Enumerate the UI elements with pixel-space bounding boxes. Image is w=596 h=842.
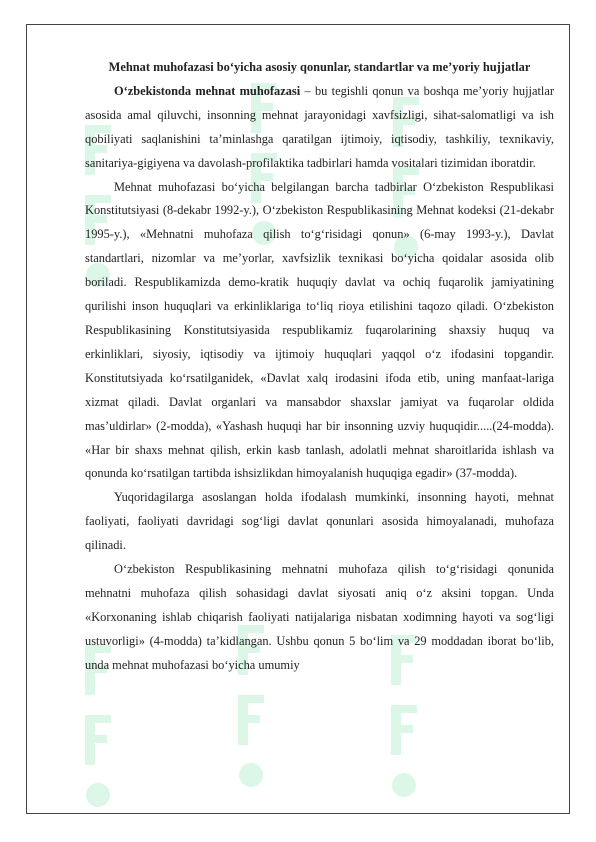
paragraph-1-text: – bu tegishli qonun va boshqa me’yoriy hujjatlar asosida amal qiluvchi, insonning mehnat jarayonidagi xavfsizligi, sihat-salomatligi va ish qobiliyati saqlanishini ta’minlashga qaratilgan ijtimoiy, iqtisodiy, tashkiliy, texnikaviy, sanitariya-gigiyena va davolash-profilaktika tadbirlari hamda vositalari tizimidan iboratdir. (85, 83, 555, 170)
paragraph-2: Mehnat muhofazasi bo‘yicha belgilangan barcha tadbirlar O‘zbekiston Respublikasi Konstitutsiyasi (8-dekabr 1992-y.), O‘zbekiston Respublikasining Mehnat kodeksi (21-dekabr 1995-y.), «Mehnatni muhofaza qilish to‘g‘risidagi qonun» (6-may 1993-y.), Davlat standartlari, nizomlar va me’yorlar, xavfsizlik texnikasi bo‘yicha qoidalar asosida olib boriladi. Respublikamizda demo-kratik huquqiy davlat va ochiq fuqarolik jamiyatining qurilishi inson huquqlari va erkinliklariga to‘liq rioya etilishini taqozo qiladi. O‘zbekiston Respublikasining Konstitutsiyasida respublikamiz fuqarolarining shaxsiy huquq va erkinliklari, siyosiy, iqtisodiy va ijtimoiy huquqlari yaqqol o‘z ifodasini topgandir. Konstitutsiyada ko‘rsatilganidek, «Davlat xalq irodasini ifoda etib, uning manfaat-lariga xizmat qiladi. Davlat organlari va mansabdor shaxslar jamiyat va fuqarolar oldida mas’uldirlar» (2-modda), «Yashash huquqi har bir insonning uzviy huquqidir.....(24-modda). «Har bir shaxs mehnat qilish, erkin kasb tanlash, adolatli mehnat sharoitlarida ishlash va qonunda ko‘rsatilgan tartibda ishsizlikdan himoyalanish huquqiga egadir» (37-modda). (85, 179, 554, 481)
paragraph-1-lead: O‘zbekistonda mehnat muhofazasi (114, 83, 301, 98)
paragraph-3: Yuqoridagilarga asoslangan holda ifodalash mumkinki, insonning hayoti, mehnat faoliyati, faoliyati davridagi sog‘ligi davlat qonunlari asosida himoyalanadi, muhofaza qilinadi. (85, 490, 554, 553)
paragraph-4: O‘zbekiston Respublikasining mehnatni muhofaza qilish to‘g‘risidagi qonunida mehnatni muhofaza qilish sohasidagi davlat siyosati aniq o‘z aksini topgan. Unda «Korxonaning ishlab chiqarish faoliyati natijalariga nisbatan xodimning hayoti va sog‘ligi ustuvorligi» (4-modda) ta’kidlangan. Ushbu qonun 5 bo‘lim va 29 moddadan iborat bo‘lib, unda mehnat muhofazasi bo‘yicha umumiy (85, 562, 554, 672)
document-title: Mehnat muhofazasi bo‘yicha asosiy qonunlar, standartlar va me’yoriy hujjatlar (108, 60, 531, 74)
document-body (85, 56, 554, 678)
paragraph-1 (85, 80, 554, 176)
